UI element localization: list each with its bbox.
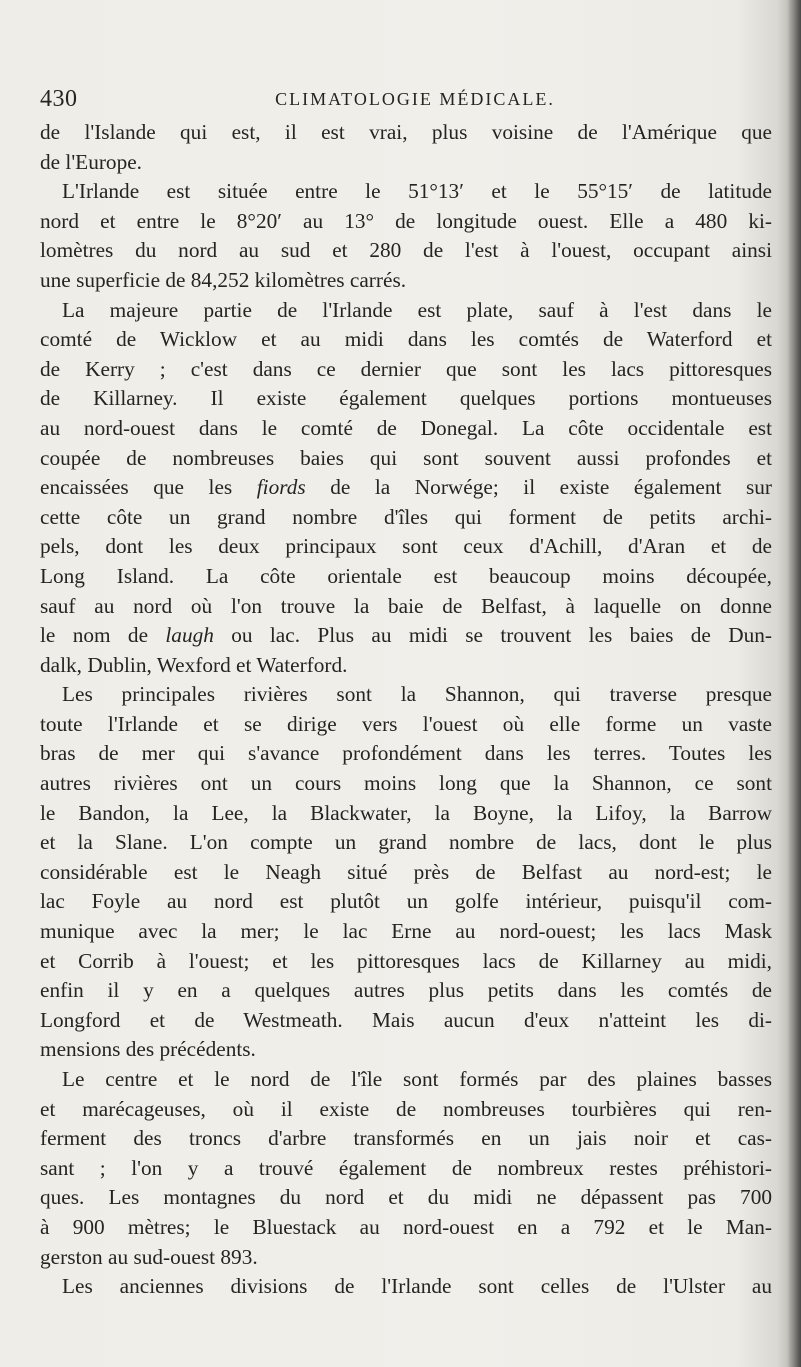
text-line: L'Irlande est située entre le 51°13′ et le 55°15′ de latitude [62,179,772,204]
text-segment: de la Norwége; il existe également sur [305,475,772,500]
text-line: Les principales rivières sont la Shannon, qui traverse presque [62,682,772,707]
text-line: sauf au nord où l'on trouve la baie de Belfast, à laquelle on donne [40,593,772,618]
text-segment: ou lac. Plus au midi se trouvent les baies de Dun- [213,623,772,648]
running-title: CLIMATOLOGIE MÉDICALE. [275,89,555,109]
text-line: cette côte un grand nombre d'îles qui forment de petits archi- [40,504,772,529]
text-line: mensions des précédents. [40,1037,256,1062]
text-line: à 900 mètres; le Bluestack au nord-ouest en a 792 et le Man- [40,1214,772,1239]
page-header [40,86,770,116]
page-edge-shadow [787,0,801,1367]
text-line: pels, dont les deux principaux sont ceux d'Achill, d'Aran et de [40,534,772,559]
text-line: Longford et de Westmeath. Mais aucun d'eux n'atteint les di- [40,1007,772,1032]
text-line: dalk, Dublin, Wexford et Waterford. [40,652,348,677]
text-line: une superficie de 84,252 kilomètres carrés. [40,267,407,292]
text-line: sant ; l'on y a trouvé également de nombreux restes préhistori- [40,1155,772,1180]
text-line: Les anciennes divisions de l'Irlande sont celles de l'Ulster au [62,1274,772,1299]
text-line: et marécageuses, où il existe de nombreuses tourbières qui ren- [40,1096,772,1121]
body-text [40,118,772,1302]
text-line: au nord-ouest dans le comté de Donegal. La côte occidentale est [40,415,772,440]
text-line: le Bandon, la Lee, la Blackwater, la Boyne, la Lifoy, la Barrow [40,800,772,825]
text-line: lac Foyle au nord est plutôt un golfe intérieur, puisqu'il com- [40,889,772,914]
text-line: coupée de nombreuses baies qui sont souvent aussi profondes et [40,445,772,470]
text-line: gerston au sud-ouest 893. [40,1244,258,1269]
text-line: toute l'Irlande et se dirige vers l'ouest où elle forme un vaste [40,711,772,736]
text-line: La majeure partie de l'Irlande est plate, sauf à l'est dans le [62,297,772,322]
text-line: bras de mer qui s'avance profondément dans les terres. Toutes les [40,741,772,766]
text-line: de Killarney. Il existe également quelques portions montueuses [40,386,772,411]
text-line: et Corrib à l'ouest; et les pittoresques lacs de Killarney au midi, [40,948,772,973]
text-line: Long Island. La côte orientale est beaucoup moins découpée, [40,563,772,588]
text-line: nord et entre le 8°20′ au 13° de longitude ouest. Elle a 480 ki- [40,208,772,233]
text-segment: le nom de [40,623,166,648]
text-line: enfin il y en a quelques autres plus petits dans les comtés de [40,978,772,1003]
text-line: comté de Wicklow et au midi dans les comtés de Waterford et [40,327,772,352]
text-line: et la Slane. L'on compte un grand nombre de lacs, dont le plus [40,830,772,855]
text-line: de l'Islande qui est, il est vrai, plus voisine de l'Amérique que [40,120,772,144]
italic-word: laugh [165,623,214,648]
text-line: Le centre et le nord de l'île sont formés par des plaines basses [62,1067,772,1091]
text-line: autres rivières ont un cours moins long que la Shannon, ce sont [40,771,772,796]
text-line [40,621,772,651]
text-line [40,473,772,503]
text-line: ferment des troncs d'arbre transformés en un jais noir et cas- [40,1126,772,1151]
text-line: considérable est le Neagh situé près de Belfast au nord-est; le [40,859,772,884]
text-line: de l'Europe. [40,149,143,174]
text-segment: encaissées que les [40,475,257,500]
text-line: munique avec la mer; le lac Erne au nord-ouest; les lacs Mask [40,919,772,944]
text-line: lomètres du nord au sud et 280 de l'est à l'ouest, occupant ainsi [40,238,772,263]
text-line: de Kerry ; c'est dans ce dernier que sont les lacs pittoresques [40,356,772,381]
text-line: ques. Les montagnes du nord et du midi ne dépassent pas 700 [40,1185,772,1210]
italic-word: fiords [256,475,306,500]
page-number: 430 [40,86,78,112]
